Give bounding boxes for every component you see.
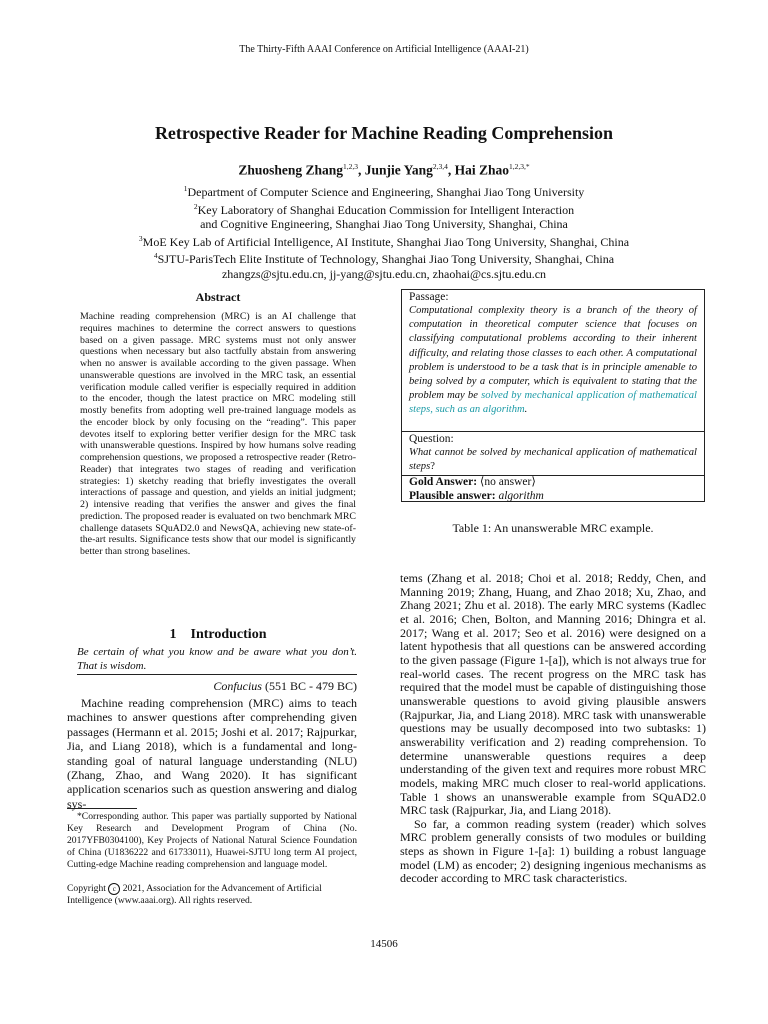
question-label: Question [409, 433, 451, 445]
section-number: 1 [169, 627, 177, 642]
affiliation-list [0, 182, 768, 281]
copyright-word: Copyright [67, 883, 106, 895]
footnote-divider [67, 808, 137, 809]
passage-highlight: solved by mechanical application of mathematical steps, such as an algorithm [409, 390, 697, 416]
author-separator: , [358, 162, 365, 178]
author-affil-sup: 2,3,4 [432, 162, 448, 171]
copyright-icon: c [108, 883, 120, 895]
passage-main: Computational complexity theory is a branch of the theory of computation in theoretical computer science that focuses on classifying computational problems according to their inherent difficulty, and relating those classes to each other. A computational problem is understood to be a task that is in principle amenable to being solved by a computer, which is equivalent to stating that the problem may be [409, 305, 697, 402]
abstract-heading: Abstract [195, 290, 241, 304]
right-column-body [400, 572, 706, 886]
author-name: Hai Zhao [454, 162, 510, 178]
question-main: What cannot be solved by mechanical application of mathematical steps [409, 447, 697, 473]
question-text [409, 446, 697, 474]
passage-end: . [524, 404, 528, 416]
epigraph-dates: (551 BC - 479 BC) [264, 679, 357, 693]
affil-text: Department of Computer Science and Engineering, Shanghai Jiao Tong University [187, 185, 585, 199]
abstract-body: Machine reading comprehension (MRC) is an AI challenge that requires machines to determine the correct answers to questions based on a given passage. MRC systems must not only answer questions when necessary but also tactfully abstain from answering when no answer is available according to the given passage. When unanswerable questions are involved in the MRC task, an essential verification module called verifier is especially required in addition to the encoder, though the latest practice on MRC modeling still mostly benefits from adopting well pre-trained language models as the encoder block by only focusing on the “reading”. This paper devotes itself to exploring better verifier design for the MRC task with unanswerable questions. Inspired by how humans solve reading comprehension questions, we proposed a retrospective reader (Retro-Reader) that integrates two stages of reading and verification strategies: 1) sketchy reading that briefly investigates the overall interactions of passage and question, and yields an initial judgment; 2) intensive reading that verifies the answer and gives the final prediction. The proposed reader is evaluated on two benchmark MRC challenge datasets SQuAD2.0 and NewsQA, achieving new state-of-the-art results. Significance tests show that our model is significantly better than strong baselines. [80, 311, 356, 557]
epigraph-quote: Be certain of what you know and be aware what you don’t. That is wisdom. [77, 646, 357, 672]
affiliation-line [0, 182, 768, 200]
paragraph: tems (Zhang et al. 2018; Choi et al. 2018; Reddy, Chen, and Manning 2019; Zhang, Huang, and Zhao 2018; Xu, Zhao, and Zhang 2021; Zhu et al. 2018). The early MRC systems (Kadlec et al. 2016; Chen, Bolton, and Manning 2016; Dhingra et al. 2017; Wang et al. 2017; Seo et al. 2016) were designed on a latent hypothesis that all questions can be answered according to the given passage (Figure 1-[a]), which is not always true for real-world cases. The recent progress on the MRC task has required that the model must be capable of distinguishing those unanswerable questions to avoid giving plausible answers (Rajpurkar, Jia, and Liang 2018). MRC task with unanswerable questions may be usually decomposed into two subtasks: 1) answerability verification and 2) reading comprehension. To determine unanswerable questions requires a deep understanding of the given text and requires more robust MRC models, making MRC much closer to real-world applications. Table 1 shows an unanswerable example from SQuAD2.0 MRC task (Rajpurkar, Jia, and Liang 2018). [400, 571, 706, 818]
affiliation-line [0, 249, 768, 267]
affil-sup: 3 [138, 233, 143, 243]
copyright-notice [67, 883, 357, 907]
gold-value: ⟨no answer⟩ [479, 476, 536, 488]
plausible-answer-row [409, 490, 697, 504]
passage-label-row: Passage: [409, 291, 449, 303]
introduction-body: Machine reading comprehension (MRC) aims to teach machines to answer questions after comprehending given passages (Hermann et al. 2015; Joshi et al. 2017; Rajpurkar, Jia, and Liang 2018), which is a fundamental and long-standing goal of natural language understanding (NLU) (Zhang, Zhao, and Wang 2020). It has significant application scenarios such as question answering and dialog sys- [67, 696, 357, 811]
author-name: Junjie Yang [364, 162, 433, 178]
affiliation-line [0, 200, 768, 218]
paper-title: Retrospective Reader for Machine Reading Comprehension [154, 123, 614, 143]
question-end: ? [430, 461, 435, 473]
table-answers-section [402, 476, 704, 503]
gold-answer-row [409, 476, 697, 490]
affil-text: SJTU-ParisTech Elite Institute of Technology, Shanghai Jiao Tong University, Shanghai, China [157, 252, 615, 266]
author-list [0, 162, 768, 179]
passage-text [409, 304, 697, 418]
example-table [401, 289, 705, 502]
epigraph-attribution [77, 679, 357, 694]
table-caption: Table 1: An unanswerable MRC example. [452, 521, 654, 535]
affil-text: Key Laboratory of Shanghai Education Commission for Intelligent Interaction [197, 202, 575, 217]
footnote-text: *Corresponding author. This paper was partially supported by National Key Research and Development Program of China (No. 2017YFB0304100), Key Projects of National Natural Science Foundation of China (U1836222 and 61733011), Huawei-SJTU long term AI project, Cutting-edge Machine reading comprehension and language model. [67, 811, 357, 870]
plausible-label: Plausible answer: [409, 489, 496, 502]
section-title: Introduction [190, 627, 267, 642]
question-label-row: Question: [409, 433, 454, 445]
plausible-value: algorithm [498, 489, 544, 502]
epigraph-author: Confucius [213, 679, 262, 693]
passage-label: Passage [409, 291, 446, 303]
author-affil-sup: 1,2,3,* [509, 162, 530, 171]
paragraph: So far, a common reading system (reader) which solves MRC problem generally consists of two modules or building steps as shown in Figure 1-[a]: 1) building a robust language model (LM) as encoder; 2) designing ingenious mechanisms as decoder according to MRC task characteristics. [400, 816, 706, 886]
section-heading-introduction [80, 627, 356, 643]
gold-label: Gold Answer: [409, 476, 478, 488]
author-name: Zhuosheng Zhang [238, 162, 344, 178]
table-passage-section [402, 290, 704, 418]
conference-header: The Thirty-Fifth AAAI Conference on Artificial Intelligence (AAAI-21) [239, 44, 529, 55]
affil-sup: 2 [193, 201, 198, 211]
email-text: zhangzs@sjtu.edu.cn, jj-yang@sjtu.edu.cn, zhaohai@cs.sjtu.edu.cn [221, 266, 547, 281]
copyright-text: 2021, Association for the Advancement of Artificial Intelligence (www.aaai.org). All rights reserved. [67, 883, 322, 907]
epigraph-divider [77, 674, 357, 675]
table-question-section [402, 432, 704, 474]
affil-text: MoE Key Lab of Artificial Intelligence, AI Institute, Shanghai Jiao Tong University, Shanghai, China [142, 234, 630, 249]
affil-sup: 1 [183, 184, 188, 193]
author-affil-sup: 1,2,3 [343, 162, 359, 171]
affil-sup: 4 [153, 251, 158, 260]
affiliation-line [0, 217, 768, 232]
affiliation-line [0, 232, 768, 250]
affil-text: and Cognitive Engineering, Shanghai Jiao Tong University, Shanghai, China [200, 217, 568, 231]
email-line [0, 267, 768, 282]
author-separator: , [447, 162, 455, 178]
page-number: 14506 [370, 938, 398, 950]
